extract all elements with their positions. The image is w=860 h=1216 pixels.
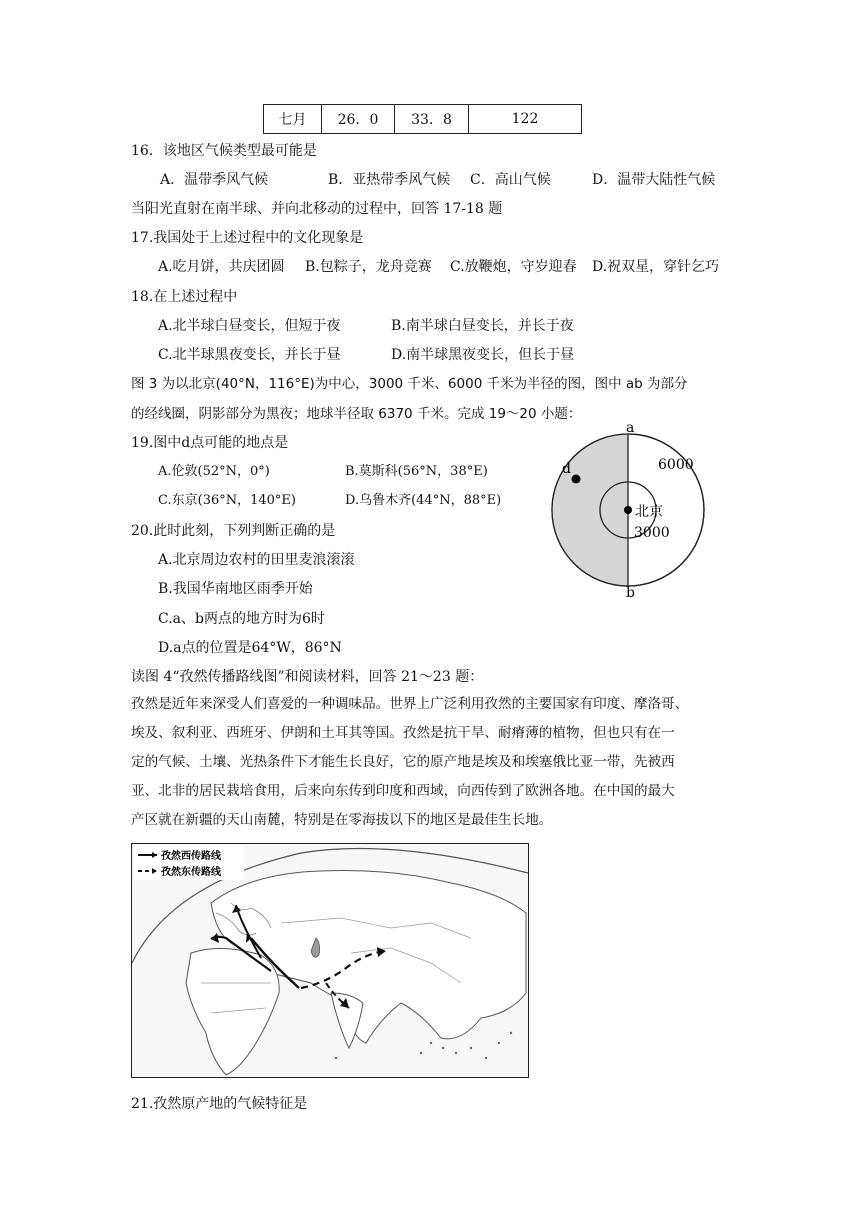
q18-option-b: B.南半球白昼变长，并长于夜	[391, 318, 574, 334]
fig4-intro: 读图 4“孜然传播路线图”和阅读材料，回答 21～23 题：	[131, 669, 484, 685]
q16-option-b: B．亚热带季风气候	[328, 172, 451, 188]
material-line: 孜然是近年来深受人们喜爱的一种调味品。世界上广泛利用孜然的主要国家有印度、摩洛哥、	[131, 696, 689, 712]
material-line: 定的气候、土壤、光热条件下才能生长良好，它的原产地是埃及和埃塞俄比亚一带，先被西	[131, 754, 675, 770]
q20-option-b: B.我国华南地区雨季开始	[158, 581, 313, 597]
material-paragraph	[131, 690, 741, 835]
q18-stem: 18.在上述过程中	[131, 289, 238, 305]
q18-option-a: A.北半球白昼变长，但短于夜	[158, 318, 341, 334]
q19-stem: 19.图中d点可能的地点是	[131, 435, 289, 451]
material-line: 产区就在新疆的天山南麓，特别是在零海拔以下的地区是最佳生长地。	[131, 812, 553, 828]
q20-stem: 20.此时此刻，下列判断正确的是	[131, 523, 336, 539]
intro-17-18: 当阳光直射在南半球、并向北移动的过程中，回答 17-18 题	[131, 201, 503, 217]
label-6000: 6000	[658, 457, 694, 473]
q21-stem: 21.孜然原产地的气候特征是	[131, 1096, 308, 1112]
beijing-point	[624, 506, 632, 514]
table-row	[264, 105, 582, 134]
legend-west-label: 孜然西传路线	[161, 851, 221, 862]
q20-option-c: C.a、b两点的地方时为6时	[158, 611, 325, 627]
table-cell-month: 七月	[264, 105, 322, 134]
q17-stem: 17.我国处于上述过程中的文化现象是	[131, 230, 364, 246]
q16-option-d: D．温带大陆性气候	[592, 172, 716, 188]
q20-option-d: D.a点的位置是64°W，86°N	[158, 640, 342, 656]
map-legend	[134, 846, 244, 880]
cumin-spread-map	[131, 843, 529, 1078]
fig3-diagram	[540, 415, 730, 601]
fig3-intro-line1: 图 3 为以北京(40°N，116°E)为中心，3000 千米、6000 千米为半径的图，图中 ab 为部分	[131, 376, 688, 392]
q17-option-b: B.包粽子，龙舟竞赛	[305, 259, 432, 275]
table-cell-c2: 33．8	[395, 105, 469, 134]
label-d: d	[562, 461, 571, 477]
q16-option-a: A．温带季风气候	[160, 172, 269, 188]
q18-option-d: D.南半球黑夜变长，但长于昼	[391, 347, 575, 363]
q17-option-a: A.吃月饼，共庆团圆	[158, 259, 285, 275]
label-beijing: 北京	[635, 504, 663, 520]
climate-table	[263, 104, 582, 134]
material-line: 亚、北非的居民栽培食用，后来向东传到印度和西域，向西传到了欧洲各地。在中国的最大	[131, 783, 675, 799]
q19-option-b: B.莫斯科(56°N，38°E)	[345, 464, 488, 479]
q19-option-d: D.乌鲁木齐(44°N，88°E)	[345, 493, 502, 508]
q18-option-c: C.北半球黑夜变长，并长于昼	[158, 347, 341, 363]
fig3-intro-line2: 的经线圈，阴影部分为黑夜；地球半径取 6370 千米。完成 19～20 小题：	[131, 406, 582, 422]
q19-option-a: A.伦敦(52°N，0°)	[158, 464, 270, 479]
d-point	[572, 475, 581, 484]
q16-option-c: C．高山气候	[470, 172, 551, 188]
q20-option-a: A.北京周边农村的田里麦浪滚滚	[158, 552, 355, 568]
label-3000: 3000	[634, 525, 670, 541]
q16-stem: 16．该地区气候类型最可能是	[131, 143, 317, 159]
label-a: a	[626, 420, 635, 436]
q17-option-d: D.祝双星，穿针乞巧	[592, 259, 720, 275]
table-cell-c3: 122	[469, 105, 582, 134]
label-b: b	[626, 585, 635, 601]
legend-east-label: 孜然东传路线	[161, 867, 221, 878]
q19-option-c: C.东京(36°N，140°E)	[158, 493, 296, 508]
material-line: 埃及、叙利亚、西班牙、伊朗和土耳其等国。孜然是抗干旱、耐瘠薄的植物，但也只有在一	[131, 725, 675, 741]
table-cell-c1: 26．0	[322, 105, 395, 134]
q17-option-c: C.放鞭炮，守岁迎春	[450, 259, 577, 275]
